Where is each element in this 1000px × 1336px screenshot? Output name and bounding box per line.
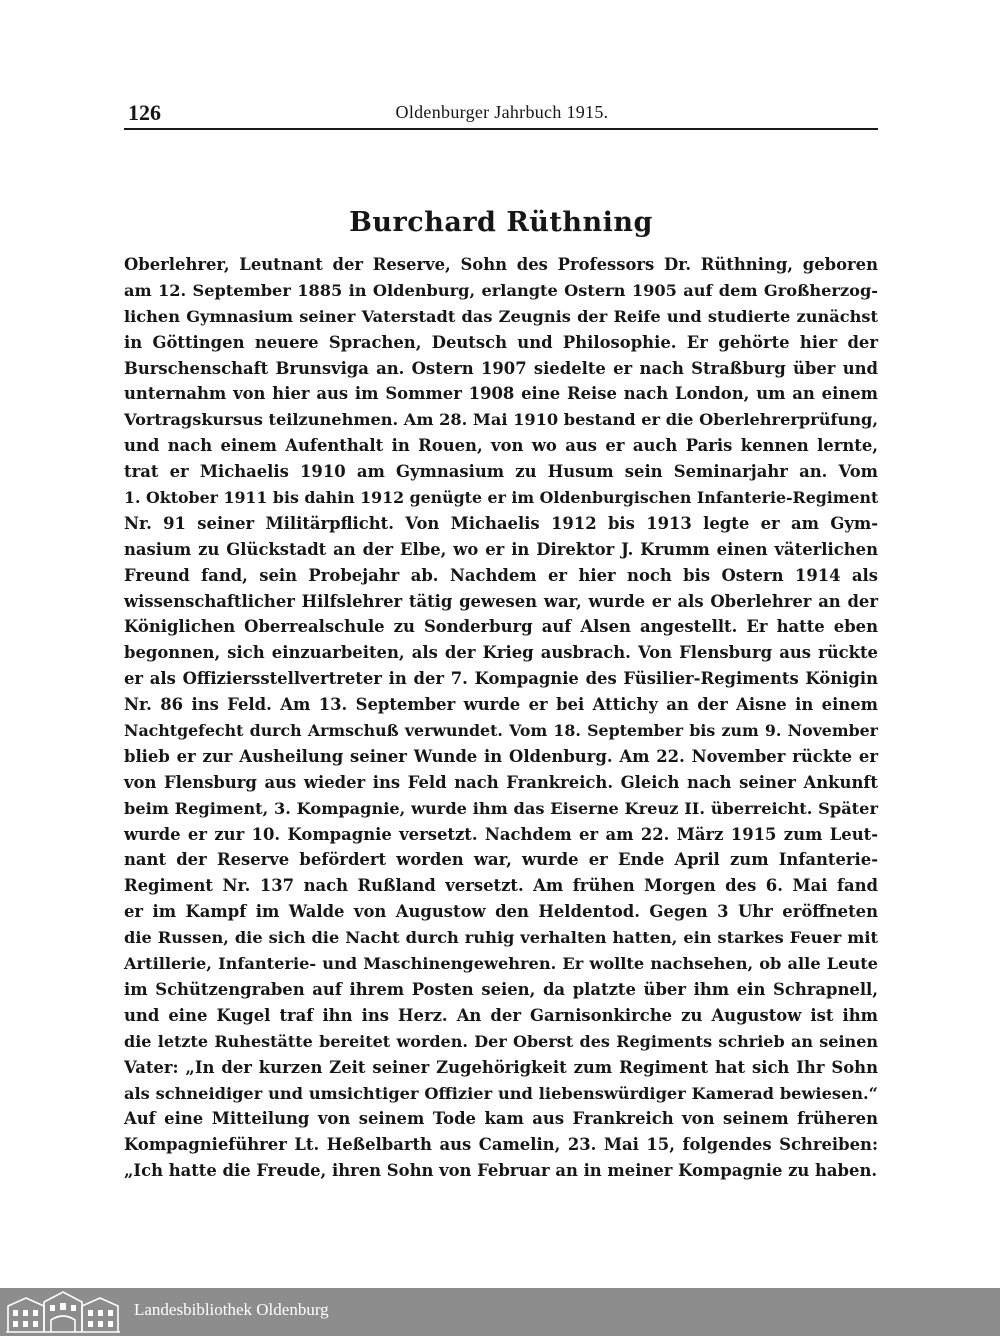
text-line: die Russen, die sich die Nacht durch ruhig verhalten hatten, ein starkes Feuer mit	[124, 928, 878, 948]
running-title: Oldenburger Jahrbuch 1915.	[395, 102, 609, 122]
library-building-logo-icon	[4, 1290, 122, 1334]
text-line: er im Kampf im Walde von Augustow den Heldentod. Gegen 3 Uhr eröffneten	[124, 902, 878, 922]
article-body	[124, 252, 878, 1184]
text-line: nasium zu Glückstadt an der Elbe, wo er in Direktor J. Krumm einen väterlichen	[124, 539, 878, 559]
text-line: die letzte Ruhestätte bereitet worden. Der Oberst des Regiments schrieb an seinen	[124, 1031, 878, 1051]
text-line: begonnen, sich einzuarbeiten, als der Krieg ausbrach. Von Flensburg aus rückte	[124, 643, 878, 663]
text-line: Königlichen Oberrealschule zu Sonderburg auf Alsen angestellt. Er hatte eben	[124, 617, 878, 637]
text-line: Artillerie, Infanterie- und Maschinengewehren. Er wollte nachsehen, ob alle Leute	[124, 954, 878, 974]
text-line: beim Regiment, 3. Kompagnie, wurde ihm das Eiserne Kreuz II. überreicht. Später	[124, 798, 878, 818]
text-line: und nach einem Aufenthalt in Rouen, von wo aus er auch Paris kennen lernte,	[124, 436, 878, 456]
text-line: wurde er zur 10. Kompagnie versetzt. Nachdem er am 22. März 1915 zum Leut-	[124, 824, 878, 844]
header-divider	[124, 128, 878, 130]
text-line: am 12. September 1885 in Oldenburg, erlangte Ostern 1905 auf dem Großherzog-	[124, 280, 878, 300]
text-line: Vortragskursus teilzunehmen. Am 28. Mai 1910 bestand er die Oberlehrerprüfung,	[124, 410, 878, 430]
text-line: „Ich hatte die Freude, ihren Sohn von Februar an in meiner Kompagnie zu haben.	[124, 1161, 878, 1181]
text-line: Freund fand, sein Probejahr ab. Nachdem er hier noch bis Ostern 1914 als	[124, 565, 878, 585]
page-number: 126	[128, 100, 161, 125]
text-line: lichen Gymnasium seiner Vaterstadt das Zeugnis der Reife und studierte zunächst	[124, 306, 878, 326]
text-line: Oberlehrer, Leutnant der Reserve, Sohn des Professors Dr. Rüthning, geboren	[124, 255, 878, 274]
text-line: Burschenschaft Brunsviga an. Ostern 1907 siedelte er nach Straßburg über und	[124, 358, 878, 378]
text-line: blieb er zur Ausheilung seiner Wunde in Oldenburg. Am 22. November rückte er	[124, 746, 878, 766]
text-line: als schneidiger und umsichtiger Offizier und liebenswürdiger Kamerad bewiesen.“	[124, 1083, 878, 1103]
text-line: Kompagnieführer Lt. Heßelbarth aus Camelin, 23. Mai 15, folgendes Schreiben:	[124, 1135, 878, 1155]
text-line: und eine Kugel traf ihn ins Herz. An der Garnisonkirche zu Augustow ist ihm	[124, 1005, 878, 1025]
text-line: im Schützengraben auf ihrem Posten seien, da platzte über ihm ein Schrapnell,	[124, 979, 878, 999]
page-header	[128, 98, 876, 130]
text-line: er als Offiziersstellvertreter in der 7. Kompagnie des Füsilier-Regiments Königin	[124, 669, 878, 689]
text-line: Regiment Nr. 137 nach Rußland versetzt. Am frühen Morgen des 6. Mai fand	[124, 876, 878, 896]
text-line: Nachtgefecht durch Armschuß verwundet. Vom 18. September bis zum 9. November	[124, 721, 878, 741]
text-line: Vater: „In der kurzen Zeit seiner Zugehörigkeit zum Regiment hat sich Ihr Sohn	[124, 1057, 878, 1077]
footer-bar	[0, 1288, 1000, 1336]
article-title: Burchard Rüthning	[349, 207, 653, 238]
text-line: von Flensburg aus wieder ins Feld nach Frankreich. Gleich nach seiner Ankunft	[124, 772, 878, 792]
text-line: unternahm von hier aus im Sommer 1908 eine Reise nach London, um an einem	[124, 384, 878, 404]
text-line: trat er Michaelis 1910 am Gymnasium zu Husum sein Seminarjahr an. Vom	[124, 462, 878, 482]
text-line: 1. Oktober 1911 bis dahin 1912 genügte er im Oldenburgischen Infanterie-Regiment	[124, 488, 879, 508]
text-line: Auf eine Mitteilung von seinem Tode kam aus Frankreich von seinem früheren	[124, 1109, 878, 1129]
text-line: wissenschaftlicher Hilfslehrer tätig gewesen war, wurde er als Oberlehrer an der	[124, 591, 878, 611]
text-line: nant der Reserve befördert worden war, wurde er Ende April zum Infanterie-	[124, 850, 878, 870]
text-line: Nr. 86 ins Feld. Am 13. September wurde er bei Attichy an der Aisne in einem	[124, 695, 878, 715]
text-line: Nr. 91 seiner Militärpflicht. Von Michaelis 1912 bis 1913 legte er am Gym-	[124, 513, 878, 533]
library-name: Landesbibliothek Oldenburg	[134, 1300, 329, 1319]
text-line: in Göttingen neuere Sprachen, Deutsch und Philosophie. Er gehörte hier der	[124, 332, 878, 352]
